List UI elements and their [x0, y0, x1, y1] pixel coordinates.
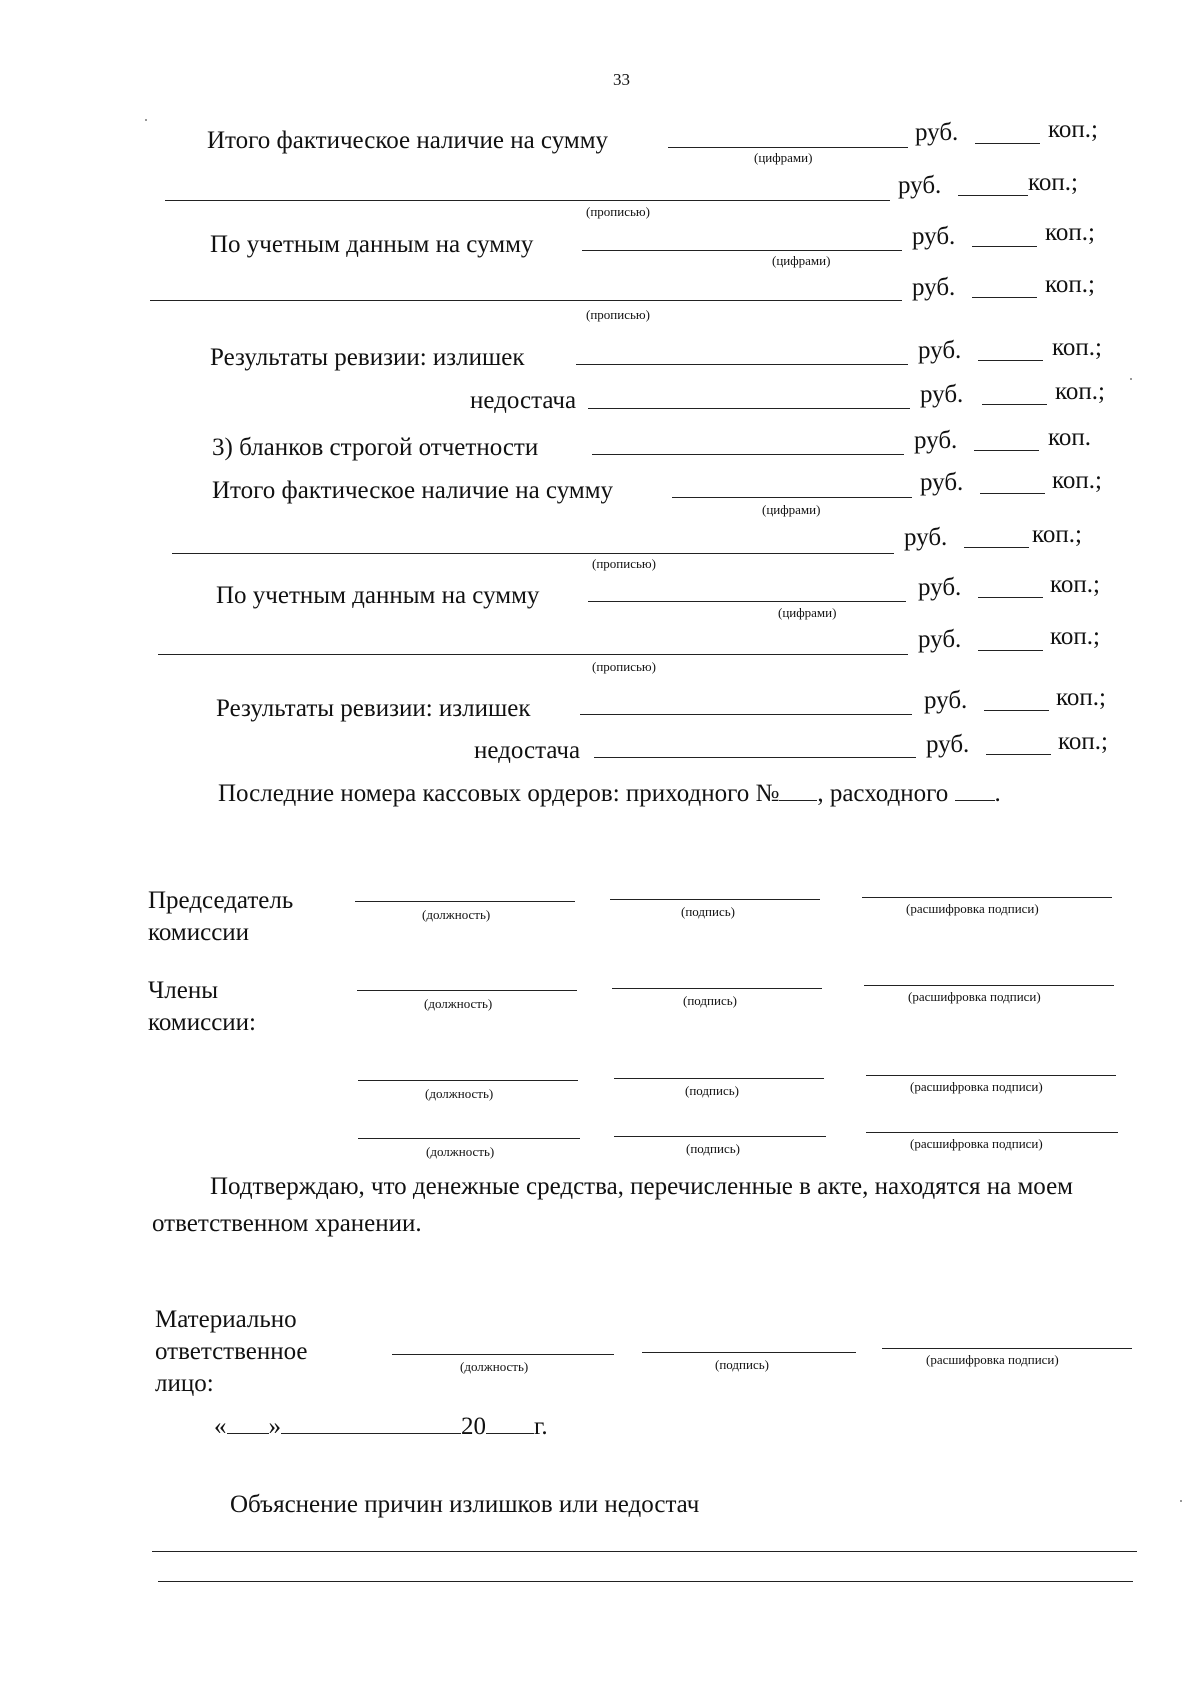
- position-caption: (должность): [422, 907, 491, 922]
- total-actual-digits-line[interactable]: [668, 147, 908, 148]
- shortage-line[interactable]: [594, 757, 916, 758]
- member2-position-line[interactable]: [358, 1080, 578, 1081]
- shortage-label: недостача: [474, 737, 581, 764]
- shortage-label: недостача: [470, 387, 577, 414]
- by-records-label: По учетным данным на сумму: [216, 582, 540, 609]
- kop-label: коп.;: [1045, 219, 1095, 246]
- date-year-field[interactable]: [486, 1413, 534, 1434]
- surplus-line[interactable]: [580, 714, 912, 715]
- by-records-digits-line[interactable]: [582, 250, 902, 251]
- results-surplus-label: Результаты ревизии: излишек: [216, 695, 531, 722]
- total-actual-digits-line[interactable]: [672, 497, 912, 498]
- rub-label: руб.: [918, 337, 962, 364]
- shortage-line[interactable]: [588, 408, 910, 409]
- signature-caption: (подпись): [715, 1357, 769, 1372]
- kop-line[interactable]: [984, 710, 1049, 711]
- scan-speck: [1180, 1500, 1182, 1502]
- signature-caption: (подпись): [686, 1141, 740, 1156]
- rub-label: руб.: [920, 381, 964, 408]
- confirmation-text: Подтверждаю, что денежные средства, перечисленные в акте, находятся на моем ответственном хранении.: [152, 1173, 1074, 1237]
- chairman-label: Председатель комиссии: [148, 887, 294, 946]
- decoding-caption: (расшифровка подписи): [906, 901, 1039, 916]
- member1-decoding-line[interactable]: [864, 985, 1114, 986]
- rub-label: руб.: [904, 524, 948, 551]
- member1-signature-line[interactable]: [612, 988, 822, 989]
- digits-caption: (цифрами): [762, 502, 821, 517]
- member3-position-line[interactable]: [358, 1138, 580, 1139]
- date-open-quote: «: [214, 1413, 227, 1440]
- signature-caption: (подпись): [681, 904, 735, 919]
- member1-position-line[interactable]: [357, 990, 577, 991]
- incoming-order-number-field[interactable]: [779, 780, 817, 801]
- member3-decoding-line[interactable]: [866, 1132, 1118, 1133]
- rub-label: руб.: [918, 574, 962, 601]
- signature-caption: (подпись): [685, 1083, 739, 1098]
- kop-line[interactable]: [964, 547, 1029, 548]
- kop-label: коп.;: [1048, 116, 1098, 143]
- kop-line[interactable]: [978, 597, 1043, 598]
- decoding-caption: (расшифровка подписи): [910, 1079, 1043, 1094]
- date-close-quote: »: [268, 1413, 281, 1440]
- kop-line[interactable]: [980, 493, 1045, 494]
- rub-label: руб.: [920, 469, 964, 496]
- kop-label: коп.;: [1058, 728, 1108, 755]
- orders-prefix: Последние номера кассовых ордеров: приходного №: [218, 780, 780, 807]
- by-records-digits-line[interactable]: [588, 601, 906, 602]
- kop-line[interactable]: [978, 360, 1043, 361]
- decoding-caption: (расшифровка подписи): [926, 1352, 1059, 1367]
- outgoing-order-number-field[interactable]: [955, 780, 995, 801]
- words-caption: (прописью): [592, 556, 656, 571]
- kop-label: коп.;: [1028, 169, 1078, 196]
- strict-forms-label: 3) бланков строгой отчетности: [212, 434, 539, 461]
- member3-signature-line[interactable]: [614, 1136, 826, 1137]
- position-caption: (должность): [424, 996, 493, 1011]
- rub-label: руб.: [898, 172, 942, 199]
- position-caption: (должность): [426, 1144, 495, 1159]
- kop-line[interactable]: [972, 246, 1037, 247]
- signature-caption: (подпись): [683, 993, 737, 1008]
- surplus-line[interactable]: [576, 364, 908, 365]
- rub-label: руб.: [926, 731, 970, 758]
- by-records-words-line[interactable]: [158, 654, 908, 655]
- kop-label: коп.;: [1050, 571, 1100, 598]
- kop-label: коп.;: [1045, 271, 1095, 298]
- kop-label: коп.;: [1052, 467, 1102, 494]
- total-actual-label: Итого фактическое наличие на сумму: [207, 127, 609, 154]
- words-caption: (прописью): [586, 204, 650, 219]
- date-year-suffix: г.: [534, 1413, 548, 1440]
- rub-label: руб.: [912, 223, 956, 250]
- last-orders-line: [218, 780, 1001, 806]
- strict-forms-line[interactable]: [592, 454, 904, 455]
- rub-label: руб.: [915, 119, 959, 146]
- kop-label: коп.;: [1055, 378, 1105, 405]
- results-surplus-label: Результаты ревизии: излишек: [210, 344, 525, 371]
- words-caption: (прописью): [586, 307, 650, 322]
- position-caption: (должность): [425, 1086, 494, 1101]
- words-caption: (прописью): [592, 659, 656, 674]
- orders-end: .: [994, 780, 1001, 807]
- scan-speck: [145, 119, 147, 121]
- date-year-prefix: 20: [461, 1413, 486, 1440]
- digits-caption: (цифрами): [778, 605, 837, 620]
- rub-label: руб.: [918, 626, 962, 653]
- rub-label: руб.: [914, 427, 958, 454]
- kop-label: коп.: [1048, 424, 1092, 451]
- explanation-line-1[interactable]: [152, 1551, 1137, 1552]
- chairman-position-line[interactable]: [355, 901, 575, 902]
- digits-caption: (цифрами): [754, 150, 813, 165]
- by-records-words-line[interactable]: [150, 300, 902, 301]
- date-line: [214, 1413, 548, 1439]
- scan-speck: [1130, 378, 1132, 380]
- by-records-label: По учетным данным на сумму: [210, 231, 534, 258]
- orders-middle: , расходного: [817, 780, 949, 807]
- decoding-caption: (расшифровка подписи): [908, 989, 1041, 1004]
- responsible-position-line[interactable]: [392, 1354, 614, 1355]
- position-caption: (должность): [460, 1359, 529, 1374]
- chairman-decoding-line[interactable]: [862, 897, 1112, 898]
- kop-line[interactable]: [972, 297, 1037, 298]
- total-actual-label: Итого фактическое наличие на сумму: [212, 477, 614, 504]
- total-actual-words-line[interactable]: [165, 200, 890, 201]
- kop-line[interactable]: [978, 650, 1043, 651]
- page-number: 33: [613, 70, 630, 89]
- kop-label: коп.;: [1052, 334, 1102, 361]
- chairman-signature-line[interactable]: [610, 899, 820, 900]
- member2-decoding-line[interactable]: [866, 1075, 1116, 1076]
- kop-line[interactable]: [986, 754, 1051, 755]
- explanation-line-2[interactable]: [158, 1581, 1133, 1582]
- date-month-field[interactable]: [281, 1413, 461, 1434]
- responsible-person-label: Материально ответственное лицо:: [155, 1306, 308, 1397]
- responsible-signature-line[interactable]: [642, 1352, 856, 1353]
- rub-label: руб.: [912, 274, 956, 301]
- members-label: Члены комиссии:: [148, 977, 256, 1036]
- kop-label: коп.;: [1056, 684, 1106, 711]
- member2-signature-line[interactable]: [614, 1078, 824, 1079]
- rub-label: руб.: [924, 687, 968, 714]
- explanation-title: Объяснение причин излишков или недостач: [230, 1491, 700, 1518]
- decoding-caption: (расшифровка подписи): [910, 1136, 1043, 1151]
- digits-caption: (цифрами): [772, 253, 831, 268]
- kop-label: коп.;: [1032, 521, 1082, 548]
- date-day-field[interactable]: [227, 1413, 269, 1434]
- kop-line[interactable]: [982, 404, 1047, 405]
- kop-line[interactable]: [958, 195, 1028, 196]
- kop-line[interactable]: [974, 450, 1039, 451]
- responsible-decoding-line[interactable]: [882, 1348, 1132, 1349]
- total-actual-words-line[interactable]: [172, 553, 894, 554]
- kop-line[interactable]: [975, 143, 1040, 144]
- kop-label: коп.;: [1050, 623, 1100, 650]
